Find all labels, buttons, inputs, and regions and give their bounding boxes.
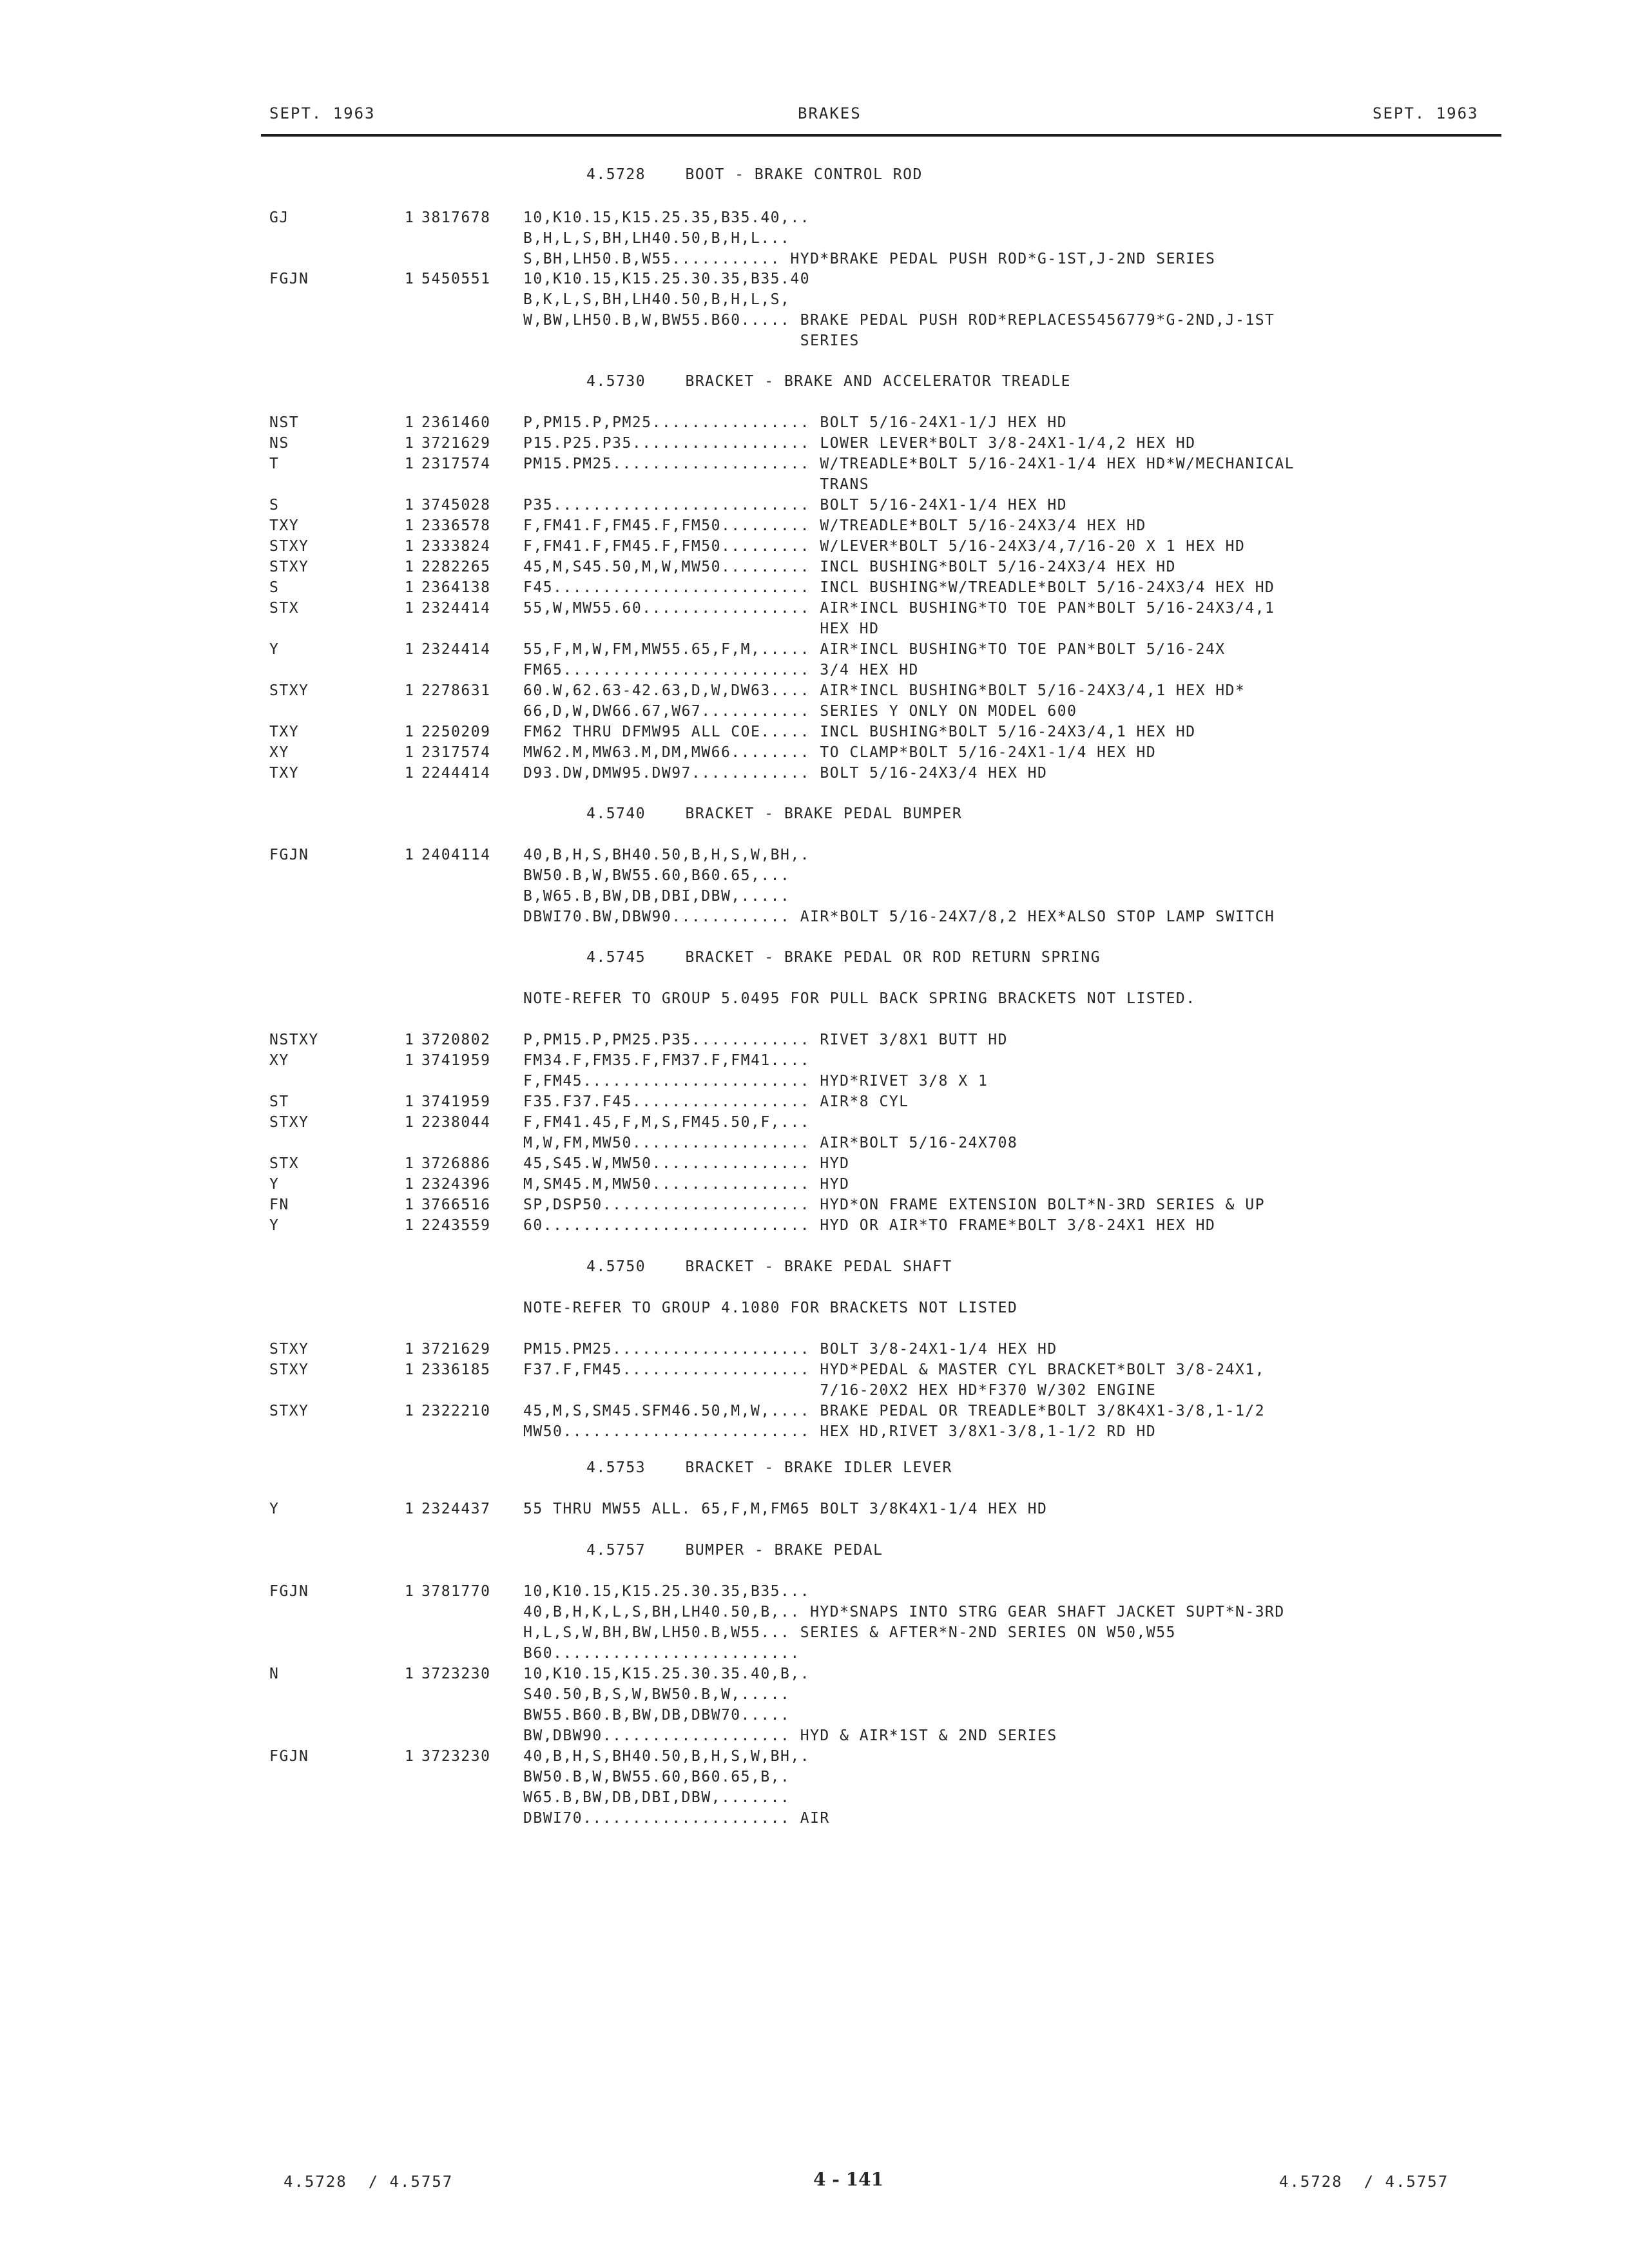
entry-application-line: 45,M,S45.50,M,W,MW50......... INCL BUSHING*BOLT 5/16-24X3/4 HEX HD — [523, 559, 1176, 575]
entry-models: FGJN — [269, 1583, 309, 1600]
header-section-title: BRAKES — [798, 104, 862, 122]
entry-part-number: 2250209 — [421, 724, 491, 740]
entry-quantity: 1 — [405, 847, 415, 863]
entry-quantity: 1 — [405, 1341, 415, 1358]
entry-models: STXY — [269, 559, 309, 575]
entry-application-line: 40,B,H,S,BH40.50,B,H,S,W,BH,. — [523, 1748, 811, 1765]
header-rule — [261, 134, 1501, 137]
entry-models: N — [269, 1666, 280, 1682]
entry-models: T — [269, 456, 280, 472]
entry-part-number: 3726886 — [421, 1155, 491, 1172]
entry-models: FGJN — [269, 271, 309, 287]
entry-models: TXY — [269, 724, 300, 740]
section-heading: 4.5757 BUMPER - BRAKE PEDAL — [586, 1542, 883, 1559]
entry-application-line: FM62 THRU DFMW95 ALL COE..... INCL BUSHING*BOLT 5/16-24X3/4,1 HEX HD — [523, 724, 1196, 740]
entry-models: TXY — [269, 765, 300, 782]
entry-models: S — [269, 497, 280, 514]
entry-models: STX — [269, 600, 300, 617]
entry-quantity: 1 — [405, 1176, 415, 1193]
entry-application-line: FM65......................... 3/4 HEX HD — [523, 662, 919, 678]
entry-models: STX — [269, 1155, 300, 1172]
entry-quantity: 1 — [405, 1052, 415, 1069]
entry-application-line: BW55.B60.B,BW,DB,DBW70..... — [523, 1707, 791, 1724]
entry-quantity: 1 — [405, 1403, 415, 1419]
entry-quantity: 1 — [405, 271, 415, 287]
entry-application-line: BW50.B,W,BW55.60,B60.65,B,. — [523, 1769, 791, 1785]
section-heading: 4.5728 BOOT - BRAKE CONTROL ROD — [586, 166, 923, 183]
entry-application-line: 55 THRU MW55 ALL. 65,F,M,FM65 BOLT 3/8K4X1-1/4 HEX HD — [523, 1501, 1048, 1517]
entry-models: FN — [269, 1196, 289, 1213]
entry-part-number: 2361460 — [421, 414, 491, 431]
entry-quantity: 1 — [405, 414, 415, 431]
entry-application-line: B,K,L,S,BH,LH40.50,B,H,L,S, — [523, 291, 791, 308]
entry-application-line: 40,B,H,S,BH40.50,B,H,S,W,BH,. — [523, 847, 811, 863]
entry-part-number: 2364138 — [421, 579, 491, 596]
entry-models: NST — [269, 414, 300, 431]
entry-quantity: 1 — [405, 209, 415, 226]
entry-part-number: 2243559 — [421, 1217, 491, 1234]
entry-application-line: B,H,L,S,BH,LH40.50,B,H,L... — [523, 230, 791, 247]
footer-right-range: 4.5728 / 4.5757 — [1279, 2173, 1449, 2191]
entry-part-number: 2404114 — [421, 847, 491, 863]
entry-application-line: 55,F,M,W,FM,MW55.65,F,M,..... AIR*INCL BUSHING*TO TOE PAN*BOLT 5/16-24X — [523, 641, 1226, 658]
entry-application-line: P,PM15.P,PM25.P35............ RIVET 3/8X1 BUTT HD — [523, 1032, 1008, 1048]
section-heading: 4.5750 BRACKET - BRAKE PEDAL SHAFT — [586, 1258, 952, 1275]
entry-part-number: 2324437 — [421, 1501, 491, 1517]
entry-part-number: 2324414 — [421, 600, 491, 617]
entry-part-number: 2278631 — [421, 682, 491, 699]
entry-application-line: 10,K10.15,K15.25.30.35,B35... — [523, 1583, 811, 1600]
entry-models: FGJN — [269, 847, 309, 863]
entry-application-line: 66,D,W,DW66.67,W67........... SERIES Y ONLY ON MODEL 600 — [523, 703, 1077, 720]
entry-application-line: 10,K10.15,K15.25.30.35,B35.40 — [523, 271, 811, 287]
entry-quantity: 1 — [405, 744, 415, 761]
entry-part-number: 3781770 — [421, 1583, 491, 1600]
section-heading: 4.5745 BRACKET - BRAKE PEDAL OR ROD RETURN SPRING — [586, 949, 1101, 966]
entry-application-line: MW62.M,MW63.M,DM,MW66........ TO CLAMP*BOLT 5/16-24X1-1/4 HEX HD — [523, 744, 1157, 761]
entry-application-line: M,W,FM,MW50.................. AIR*BOLT 5/16-24X708 — [523, 1135, 1018, 1151]
entry-models: Y — [269, 641, 280, 658]
entry-part-number: 2336185 — [421, 1361, 491, 1378]
entry-application-line: B,W65.B,BW,DB,DBI,DBW,..... — [523, 888, 791, 905]
entry-part-number: 2238044 — [421, 1114, 491, 1131]
entry-part-number: 2244414 — [421, 765, 491, 782]
entry-quantity: 1 — [405, 1361, 415, 1378]
entry-application-line: 55,W,MW55.60................. AIR*INCL BUSHING*TO TOE PAN*BOLT 5/16-24X3/4,1 — [523, 600, 1275, 617]
entry-models: STXY — [269, 682, 309, 699]
entry-models: XY — [269, 1052, 289, 1069]
entry-part-number: 3741959 — [421, 1093, 491, 1110]
entry-application-line: S40.50,B,S,W,BW50.B,W,..... — [523, 1686, 791, 1703]
entry-application-line: HEX HD — [523, 620, 880, 637]
entry-models: XY — [269, 744, 289, 761]
section-heading: 4.5740 BRACKET - BRAKE PEDAL BUMPER — [586, 805, 963, 822]
entry-part-number: 2322210 — [421, 1403, 491, 1419]
entry-models: STXY — [269, 538, 309, 555]
entry-application-line: 45,S45.W,MW50................ HYD — [523, 1155, 850, 1172]
entry-quantity: 1 — [405, 1155, 415, 1172]
entry-models: S — [269, 579, 280, 596]
entry-application-line: P15.P25.P35.................. LOWER LEVER*BOLT 3/8-24X1-1/4,2 HEX HD — [523, 435, 1196, 452]
entry-part-number: 2282265 — [421, 559, 491, 575]
entry-models: ST — [269, 1093, 289, 1110]
entry-quantity: 1 — [405, 538, 415, 555]
entry-application-line: W,BW,LH50.B,W,BW55.B60..... BRAKE PEDAL PUSH ROD*REPLACES5456779*G-2ND,J-1ST — [523, 312, 1275, 329]
entry-application-line: F,FM45....................... HYD*RIVET 3/8 X 1 — [523, 1073, 988, 1090]
entry-models: NS — [269, 435, 289, 452]
entry-quantity: 1 — [405, 1032, 415, 1048]
entry-application-line: H,L,S,W,BH,BW,LH50.B,W55... SERIES & AFTER*N-2ND SERIES ON W50,W55 — [523, 1624, 1176, 1641]
entry-application-line: M,SM45.M,MW50................ HYD — [523, 1176, 850, 1193]
entry-quantity: 1 — [405, 724, 415, 740]
entry-quantity: 1 — [405, 765, 415, 782]
page-number: 4 - 141 — [813, 2169, 884, 2190]
entry-application-line: 10,K10.15,K15.25.35,B35.40,.. — [523, 209, 811, 226]
entry-application-line: F45.......................... INCL BUSHING*W/TREADLE*BOLT 5/16-24X3/4 HEX HD — [523, 579, 1275, 596]
entry-part-number: 2324414 — [421, 641, 491, 658]
entry-application-line: W65.B,BW,DB,DBI,DBW,....... — [523, 1789, 791, 1806]
entry-application-line: SERIES — [523, 332, 860, 349]
entry-quantity: 1 — [405, 497, 415, 514]
entry-application-line: BW50.B,W,BW55.60,B60.65,... — [523, 867, 791, 884]
entry-application-line: F,FM41.45,F,M,S,FM45.50,F,... — [523, 1114, 811, 1131]
entry-application-line: DBWI70..................... AIR — [523, 1810, 830, 1827]
entry-application-line: 60.W,62.63-42.63,D,W,DW63.... AIR*INCL BUSHING*BOLT 5/16-24X3/4,1 HEX HD* — [523, 682, 1246, 699]
entry-models: STXY — [269, 1403, 309, 1419]
entry-quantity: 1 — [405, 1217, 415, 1234]
entry-part-number: 3817678 — [421, 209, 491, 226]
entry-application-line: 10,K10.15,K15.25.30.35.40,B,. — [523, 1666, 811, 1682]
entry-part-number: 2324396 — [421, 1176, 491, 1193]
entry-application-line: B60......................... — [523, 1645, 800, 1662]
header-right-date: SEPT. 1963 — [1373, 104, 1479, 122]
entry-models: TXY — [269, 517, 300, 534]
entry-part-number: 3721629 — [421, 1341, 491, 1358]
entry-application-line: F,FM41.F,FM45.F,FM50......... W/LEVER*BOLT 5/16-24X3/4,7/16-20 X 1 HEX HD — [523, 538, 1246, 555]
entry-application-line: 45,M,S,SM45.SFM46.50,M,W,.... BRAKE PEDAL OR TREADLE*BOLT 3/8K4X1-3/8,1-1/2 — [523, 1403, 1266, 1419]
entry-part-number: 3745028 — [421, 497, 491, 514]
entry-quantity: 1 — [405, 559, 415, 575]
entry-models: FGJN — [269, 1748, 309, 1765]
entry-application-line: SP,DSP50..................... HYD*ON FRAME EXTENSION BOLT*N-3RD SERIES & UP — [523, 1196, 1266, 1213]
entry-part-number: 3766516 — [421, 1196, 491, 1213]
entry-part-number: 3721629 — [421, 435, 491, 452]
entry-part-number: 2336578 — [421, 517, 491, 534]
entry-part-number: 2333824 — [421, 538, 491, 555]
entry-models: STXY — [269, 1341, 309, 1358]
section-heading: 4.5730 BRACKET - BRAKE AND ACCELERATOR TREADLE — [586, 373, 1072, 390]
entry-application-line: FM34.F,FM35.F,FM37.F,FM41.... — [523, 1052, 811, 1069]
entry-quantity: 1 — [405, 1666, 415, 1682]
entry-application-line: DBWI70.BW,DBW90............ AIR*BOLT 5/16-24X7/8,2 HEX*ALSO STOP LAMP SWITCH — [523, 908, 1275, 925]
entry-quantity: 1 — [405, 456, 415, 472]
entry-quantity: 1 — [405, 1501, 415, 1517]
entry-quantity: 1 — [405, 579, 415, 596]
entry-quantity: 1 — [405, 1583, 415, 1600]
entry-quantity: 1 — [405, 1114, 415, 1131]
entry-application-line: TRANS — [523, 476, 870, 493]
entry-application-line: P,PM15.P,PM25................ BOLT 5/16-24X1-1/J HEX HD — [523, 414, 1068, 431]
entry-application-line: F37.F,FM45................... HYD*PEDAL & MASTER CYL BRACKET*BOLT 3/8-24X1, — [523, 1361, 1266, 1378]
entry-part-number: 3723230 — [421, 1666, 491, 1682]
entry-part-number: 3741959 — [421, 1052, 491, 1069]
entry-application-line: 40,B,H,K,L,S,BH,LH40.50,B,.. HYD*SNAPS INTO STRG GEAR SHAFT JACKET SUPT*N-3RD — [523, 1604, 1285, 1620]
entry-part-number: 2317574 — [421, 456, 491, 472]
entry-models: Y — [269, 1217, 280, 1234]
entry-quantity: 1 — [405, 600, 415, 617]
entry-models: Y — [269, 1176, 280, 1193]
entry-application-line: 60........................... HYD OR AIR*TO FRAME*BOLT 3/8-24X1 HEX HD — [523, 1217, 1216, 1234]
entry-application-line: 7/16-20X2 HEX HD*F370 W/302 ENGINE — [523, 1382, 1157, 1399]
entry-part-number: 3720802 — [421, 1032, 491, 1048]
entry-application-line: D93.DW,DMW95.DW97............ BOLT 5/16-24X3/4 HEX HD — [523, 765, 1048, 782]
entry-models: Y — [269, 1501, 280, 1517]
note-text: NOTE-REFER TO GROUP 4.1080 FOR BRACKETS NOT LISTED — [523, 1300, 1018, 1316]
entry-application-line: F35.F37.F45.................. AIR*8 CYL — [523, 1093, 909, 1110]
entry-models: STXY — [269, 1114, 309, 1131]
entry-quantity: 1 — [405, 682, 415, 699]
entry-models: NSTXY — [269, 1032, 319, 1048]
entry-models: STXY — [269, 1361, 309, 1378]
entry-application-line: BW,DBW90................... HYD & AIR*1ST & 2ND SERIES — [523, 1727, 1057, 1744]
entry-quantity: 1 — [405, 641, 415, 658]
entry-application-line: F,FM41.F,FM45.F,FM50......... W/TREADLE*BOLT 5/16-24X3/4 HEX HD — [523, 517, 1146, 534]
entry-part-number: 2317574 — [421, 744, 491, 761]
entry-quantity: 1 — [405, 1196, 415, 1213]
section-heading: 4.5753 BRACKET - BRAKE IDLER LEVER — [586, 1459, 952, 1476]
entry-application-line: MW50......................... HEX HD,RIVET 3/8X1-3/8,1-1/2 RD HD — [523, 1423, 1157, 1440]
footer-left-range: 4.5728 / 4.5757 — [284, 2173, 454, 2191]
entry-application-line: S,BH,LH50.B,W55........... HYD*BRAKE PEDAL PUSH ROD*G-1ST,J-2ND SERIES — [523, 251, 1216, 267]
entry-part-number: 3723230 — [421, 1748, 491, 1765]
header-left-date: SEPT. 1963 — [269, 104, 376, 122]
entry-application-line: P35.......................... BOLT 5/16-24X1-1/4 HEX HD — [523, 497, 1068, 514]
entry-application-line: PM15.PM25.................... W/TREADLE*BOLT 5/16-24X1-1/4 HEX HD*W/MECHANICAL — [523, 456, 1295, 472]
entry-part-number: 5450551 — [421, 271, 491, 287]
entry-quantity: 1 — [405, 1748, 415, 1765]
entry-quantity: 1 — [405, 435, 415, 452]
note-text: NOTE-REFER TO GROUP 5.0495 FOR PULL BACK SPRING BRACKETS NOT LISTED. — [523, 990, 1196, 1007]
entry-models: GJ — [269, 209, 289, 226]
entry-application-line: PM15.PM25.................... BOLT 3/8-24X1-1/4 HEX HD — [523, 1341, 1057, 1358]
entry-quantity: 1 — [405, 1093, 415, 1110]
entry-quantity: 1 — [405, 517, 415, 534]
